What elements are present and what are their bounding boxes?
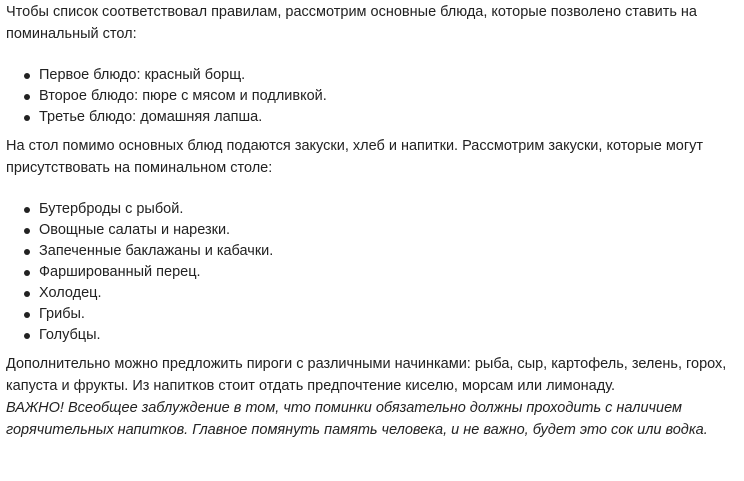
list-item: Голубцы. — [39, 325, 742, 346]
intro-paragraph: Чтобы список соответствовал правилам, рассмотрим основные блюда, которые позволено ставить на поминальный стол: — [6, 4, 697, 42]
snacks-intro-paragraph: На стол помимо основных блюд подаются закуски, хлеб и напитки. Рассмотрим закуски, которые могут присутствовать на поминальном столе: — [6, 138, 704, 176]
main-dishes-list — [6, 65, 742, 128]
list-item: Третье блюдо: домашняя лапша. — [39, 107, 742, 128]
list-item: Первое блюдо: красный борщ. — [39, 65, 742, 86]
important-note: ВАЖНО! Всеобщее заблуждение в том, что поминки обязательно должны проходить с наличием горячительных напитков. Главное помянуть память человека, и не важно, будет это сок или водка. — [6, 400, 708, 438]
list-item: Запеченные баклажаны и кабачки. — [39, 241, 742, 262]
article-body — [6, 1, 742, 441]
list-item: Бутерброды с рыбой. — [39, 199, 742, 220]
additional-paragraph: Дополнительно можно предложить пироги с различными начинками: рыба, сыр, картофель, зелень, горох, капуста и фрукты. Из напитков стоит отдать предпочтение киселю, морсам или лимонаду. — [6, 356, 727, 394]
list-item: Холодец. — [39, 283, 742, 304]
list-item: Овощные салаты и нарезки. — [39, 220, 742, 241]
list-item: Фаршированный перец. — [39, 262, 742, 283]
list-item: Грибы. — [39, 304, 742, 325]
list-item: Второе блюдо: пюре с мясом и подливкой. — [39, 86, 742, 107]
snacks-list — [6, 199, 742, 346]
